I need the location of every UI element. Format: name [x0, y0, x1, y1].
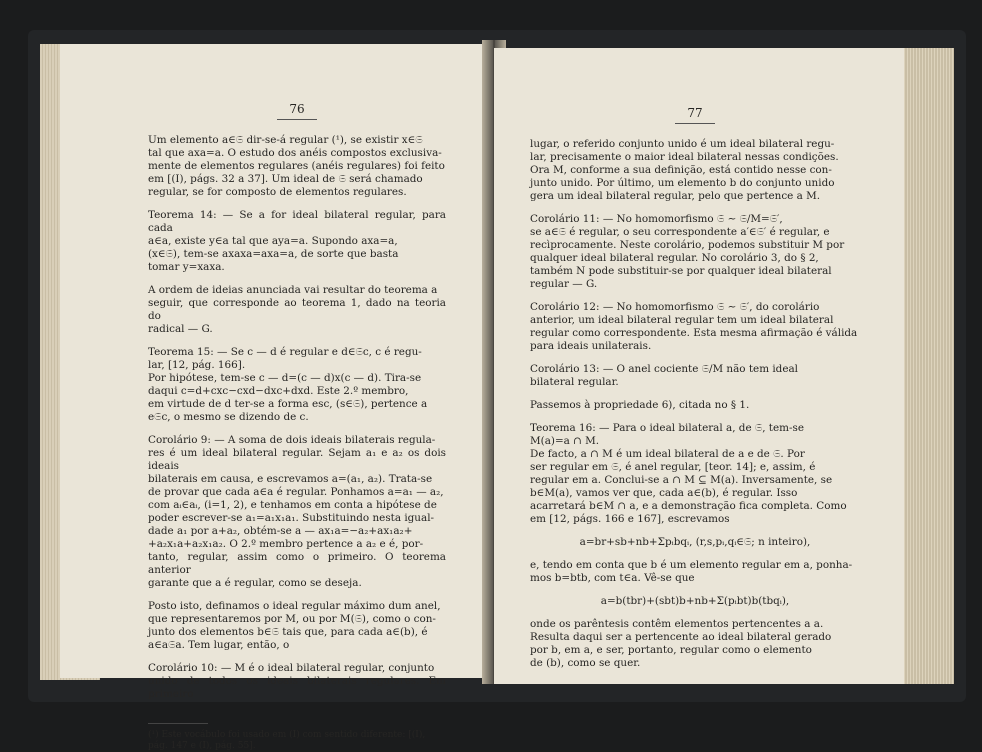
left-footnote: (¹) Este vocábulo foi usado em (I) com sentido diferente: [(I), pág. 147 e (I), pág. 55].	[148, 730, 426, 751]
left-paragraph-3: A ordem de ideias anunciada vai resultar do teorema a seguir, que corresponde ao teorema 1, dado na teoria do radical — G.	[148, 284, 446, 335]
right-page-edges	[896, 48, 954, 684]
left-paragraph-4: Teorema 15: — Se c — d é regular e d∈𝔖c, c é regu- lar, [12, pág. 166]. Por hipótese, tem-se c — d=(c — d)x(c — d). Tira-se daqui c=d+cxc−cxd−dxc+dxd. Este 2.º membro, em virtude de d ter-se a forma esc, (s∈𝔖), pertence a e𝔖c, o mesmo se dizendo de c.	[148, 346, 428, 423]
left-paragraph-5: Corolário 9: — A soma de dois ideais bilaterais regula- res é um ideal bilateral regular. Sejam a₁ e a₂ os dois ideais bilaterais em causa, e escrevamos a=(a₁, a₂). Trata-se de provar que cada a∈a é regular. Ponhamos a=a₁ — a₂, com aᵢ∈aᵢ, (i=1, 2), e tenhamos em conta a hipótese de poder escrever-se a₁=a₁x₁a₁. Substituindo nesta igual- dade a₁ por a+a₂, obtém-se a — ax₁a=−a₂+ax₁a₂+ +a₂x₁a+a₂x₁a₂. O 2.º membro pertence a a₂ e é, por- tanto, regular, assim como o primeiro. O teorema anterior garante que a é regular, como se deseja.	[148, 434, 446, 589]
right-page-number: 77	[530, 106, 860, 124]
left-page	[60, 44, 492, 751]
right-paragraph-8: onde os parêntesis contêm elementos pertencentes a a. Resulta daqui ser a pertencente ao ideal bilateral gerado por b, em a, e ser, portanto, regular como o elemento de (b), como se quer.	[530, 618, 832, 669]
right-formula-1: a=br+sb+nb+Σpᵢbqᵢ, (r,s,pᵢ,qᵢ∈𝔖; n inteiro),	[579, 536, 811, 548]
left-paragraph-6: Posto isto, definamos o ideal regular máximo dum anel, que representaremos por M, ou por M(𝔖), como o con- junto dos elementos b∈𝔖 tais que, para cada a∈(b), é a∈a𝔖a. Tem lugar, então, o	[148, 600, 441, 651]
right-paragraph-6: Teorema 16: — Para o ideal bilateral a, de 𝔖, tem-se M(a)=a ∩ M. De facto, a ∩ M é um ideal bilateral de a e de 𝔖. Por ser regular em 𝔖, é anel regular, [teor. 14]; e, assim, é regular em a. Conclui-se a ∩ M ⊆ M(a). Inversamente, se b∈M(a), vamos ver que, cada a∈(b), é regular. Isso acarretará b∈M ∩ a, e a demonstração fica completa. Como em [12, págs. 166 e 167], escrevamos	[530, 422, 847, 525]
left-paragraph-1: Um elemento a∈𝔖 dir-se-á regular (¹), se existir x∈𝔖 tal que axa=a. O estudo dos anéis compostos exclusiva- mente de elementos regulares (anéis regulares) foi feito em [(I), págs. 32 a 37]. Um ideal de 𝔖 será chamado regular, se for composto de elementos regulares.	[148, 134, 445, 198]
right-paragraph-2: Corolário 11: — No homomorfismo 𝔖 ∼ 𝔖/M=𝔖′, se a∈𝔖 é regular, o seu correspondente a′∈𝔖′ é regular, e recìprocamente. Neste corolário, podemos substituir M por qualquer ideal bilateral regular. No corolário 3, do § 2, também N pode substituir-se por qualquer ideal bilateral regular — G.	[530, 213, 845, 290]
right-paragraph-4: Corolário 13: — O anel cociente 𝔖/M não tem ideal bilateral regular.	[530, 363, 798, 388]
right-paragraph-3: Corolário 12: — No homomorfismo 𝔖 ∼ 𝔖′, do corolário anterior, um ideal bilateral regular tem um ideal bilateral regular como correspondente. Esta mesma afirmação é válida para ideais unilaterais.	[530, 301, 858, 352]
left-page-number: 76	[148, 102, 446, 120]
footnote-divider	[148, 723, 208, 724]
right-formula-2: a=b(tbr)+(sbt)b+nb+Σ(pᵢbt)b(tbqᵢ),	[600, 595, 790, 607]
right-paragraph-5: Passemos à propriedade 6), citada no § 1.	[530, 399, 750, 411]
right-paragraph-1: lugar, o referido conjunto unido é um ideal bilateral regu- lar, precisamente o maior ideal bilateral nessas condições. Ora M, conforme a sua definição, está contido nesse con- junto unido. Por último, um elemento b do conjunto unido gera um ideal bilateral regular, pelo que pertence a M.	[530, 138, 839, 202]
right-page	[494, 48, 904, 684]
left-paragraph-7: Corolário 10: — M é o ideal bilateral regular, conjunto unido de todos os ideais bilaterais regulares. Em primeiro	[148, 662, 446, 700]
left-paragraph-2: Teorema 14: — Se a for ideal bilateral regular, para cada a∈a, existe y∈a tal que aya=a. Supondo axa=a, (x∈𝔖), tem-se axaxa=axa=a, de sorte que basta tomar y=xaxa.	[148, 209, 446, 273]
right-paragraph-7: e, tendo em conta que b é um elemento regular em a, ponha- mos b=btb, com t∈a. Vê-se que	[530, 559, 853, 584]
